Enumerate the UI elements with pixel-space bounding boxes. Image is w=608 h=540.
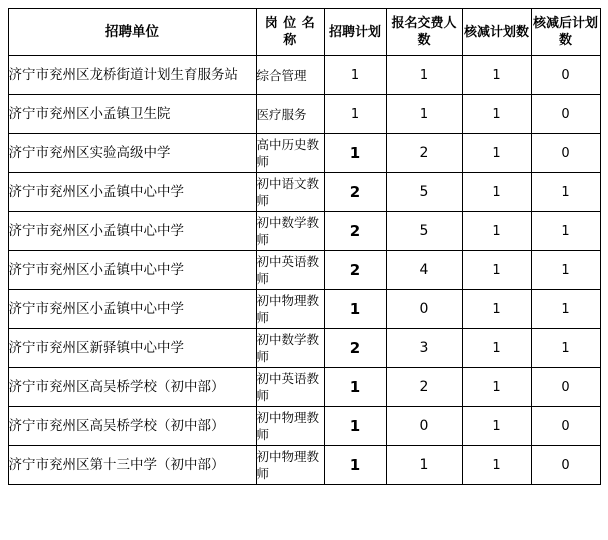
cell-plan: 1 bbox=[324, 368, 386, 407]
cell-after: 1 bbox=[531, 290, 600, 329]
cell-post: 初中数学教师 bbox=[256, 212, 324, 251]
cell-plan: 1 bbox=[324, 95, 386, 134]
cell-reduced: 1 bbox=[462, 95, 531, 134]
table-row bbox=[8, 329, 600, 368]
cell-reduced: 1 bbox=[462, 212, 531, 251]
table-row bbox=[8, 407, 600, 446]
cell-unit: 济宁市兖州区小孟镇中心中学 bbox=[8, 173, 256, 212]
cell-applicants: 5 bbox=[386, 173, 462, 212]
cell-plan: 1 bbox=[324, 56, 386, 95]
cell-unit: 济宁市兖州区小孟镇卫生院 bbox=[8, 95, 256, 134]
cell-reduced: 1 bbox=[462, 251, 531, 290]
cell-applicants: 1 bbox=[386, 95, 462, 134]
table-body bbox=[8, 56, 600, 485]
table-header-row bbox=[8, 9, 600, 56]
cell-applicants: 2 bbox=[386, 368, 462, 407]
cell-post: 医疗服务 bbox=[256, 95, 324, 134]
cell-reduced: 1 bbox=[462, 56, 531, 95]
cell-applicants: 1 bbox=[386, 56, 462, 95]
table-row bbox=[8, 173, 600, 212]
table-row bbox=[8, 56, 600, 95]
column-header-post: 岗 位 名 称 bbox=[256, 9, 324, 56]
cell-plan: 2 bbox=[324, 329, 386, 368]
table-row bbox=[8, 95, 600, 134]
cell-plan: 2 bbox=[324, 212, 386, 251]
column-header-plan: 招聘计划 bbox=[324, 9, 386, 56]
cell-unit: 济宁市兖州区小孟镇中心中学 bbox=[8, 251, 256, 290]
cell-after: 1 bbox=[531, 212, 600, 251]
cell-reduced: 1 bbox=[462, 407, 531, 446]
table-row bbox=[8, 368, 600, 407]
cell-applicants: 1 bbox=[386, 446, 462, 485]
cell-applicants: 4 bbox=[386, 251, 462, 290]
cell-after: 0 bbox=[531, 368, 600, 407]
table-row bbox=[8, 251, 600, 290]
cell-after: 1 bbox=[531, 329, 600, 368]
cell-reduced: 1 bbox=[462, 446, 531, 485]
column-header-unit: 招聘单位 bbox=[8, 9, 256, 56]
cell-post: 高中历史教师 bbox=[256, 134, 324, 173]
cell-plan: 1 bbox=[324, 407, 386, 446]
table-row bbox=[8, 446, 600, 485]
cell-plan: 1 bbox=[324, 290, 386, 329]
cell-plan: 1 bbox=[324, 446, 386, 485]
cell-post: 初中英语教师 bbox=[256, 368, 324, 407]
cell-reduced: 1 bbox=[462, 329, 531, 368]
cell-plan: 1 bbox=[324, 134, 386, 173]
cell-reduced: 1 bbox=[462, 290, 531, 329]
cell-reduced: 1 bbox=[462, 368, 531, 407]
cell-after: 1 bbox=[531, 251, 600, 290]
cell-plan: 2 bbox=[324, 173, 386, 212]
table-row bbox=[8, 212, 600, 251]
cell-post: 初中物理教师 bbox=[256, 407, 324, 446]
column-header-after: 核减后计划数 bbox=[531, 9, 600, 56]
cell-applicants: 0 bbox=[386, 407, 462, 446]
table-row bbox=[8, 134, 600, 173]
cell-reduced: 1 bbox=[462, 134, 531, 173]
cell-post: 初中物理教师 bbox=[256, 290, 324, 329]
cell-unit: 济宁市兖州区龙桥街道计划生育服务站 bbox=[8, 56, 256, 95]
column-header-applicants: 报名交费人数 bbox=[386, 9, 462, 56]
cell-unit: 济宁市兖州区新驿镇中心中学 bbox=[8, 329, 256, 368]
cell-after: 0 bbox=[531, 446, 600, 485]
cell-post: 初中数学教师 bbox=[256, 329, 324, 368]
cell-post: 综合管理 bbox=[256, 56, 324, 95]
cell-unit: 济宁市兖州区小孟镇中心中学 bbox=[8, 290, 256, 329]
cell-post: 初中物理教师 bbox=[256, 446, 324, 485]
cell-unit: 济宁市兖州区实验高级中学 bbox=[8, 134, 256, 173]
cell-unit: 济宁市兖州区第十三中学（初中部） bbox=[8, 446, 256, 485]
cell-applicants: 5 bbox=[386, 212, 462, 251]
cell-post: 初中语文教师 bbox=[256, 173, 324, 212]
cell-applicants: 0 bbox=[386, 290, 462, 329]
cell-plan: 2 bbox=[324, 251, 386, 290]
cell-unit: 济宁市兖州区高吴桥学校（初中部） bbox=[8, 368, 256, 407]
recruitment-table bbox=[8, 8, 601, 485]
cell-after: 0 bbox=[531, 407, 600, 446]
cell-reduced: 1 bbox=[462, 173, 531, 212]
cell-applicants: 2 bbox=[386, 134, 462, 173]
cell-after: 0 bbox=[531, 56, 600, 95]
cell-after: 1 bbox=[531, 173, 600, 212]
column-header-reduced: 核减计划数 bbox=[462, 9, 531, 56]
table-row bbox=[8, 290, 600, 329]
cell-after: 0 bbox=[531, 95, 600, 134]
cell-unit: 济宁市兖州区高吴桥学校（初中部） bbox=[8, 407, 256, 446]
cell-post: 初中英语教师 bbox=[256, 251, 324, 290]
cell-applicants: 3 bbox=[386, 329, 462, 368]
cell-after: 0 bbox=[531, 134, 600, 173]
cell-unit: 济宁市兖州区小孟镇中心中学 bbox=[8, 212, 256, 251]
